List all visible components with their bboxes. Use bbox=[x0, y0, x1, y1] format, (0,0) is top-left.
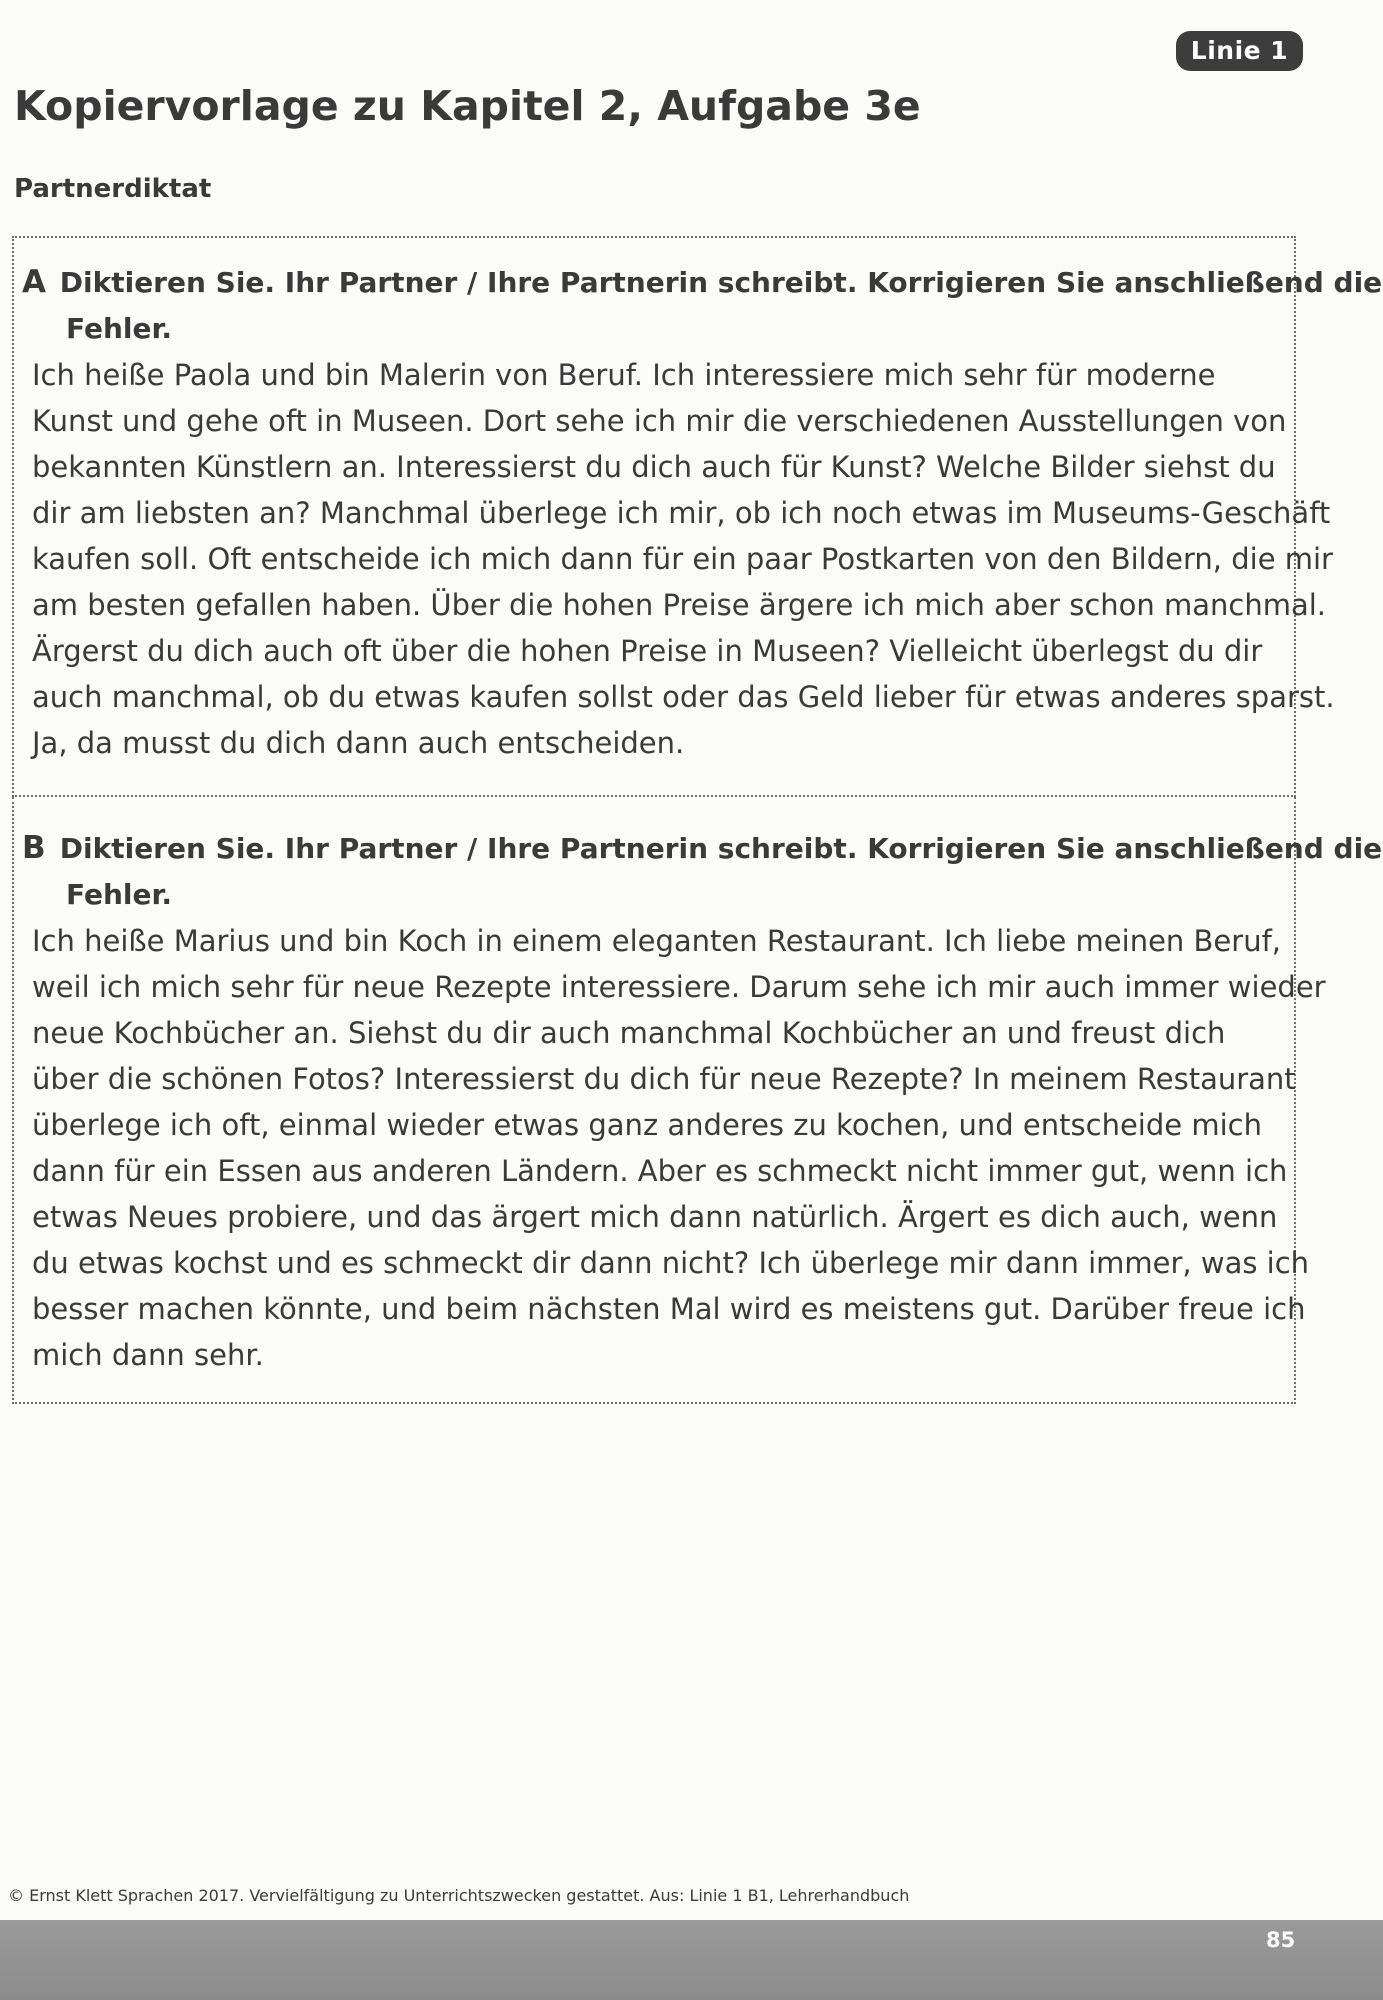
task-b-instruction-line1: Diktieren Sie. Ihr Partner / Ihre Partnerin schreibt. Korrigieren Sie anschließend die bbox=[59, 832, 1383, 865]
section-subtitle: Partnerdiktat bbox=[14, 174, 212, 204]
text-line: Ärgerst du dich auch oft über die hohen Preise in Museen? Vielleicht überlegst du dir bbox=[32, 634, 1263, 668]
copyright-notice: © Ernst Klett Sprachen 2017. Vervielfältigung zu Unterrichtszwecken gestattet. Aus: Linie 1 B1, Lehrerhandbuch bbox=[8, 1886, 910, 1905]
text-line: dann für ein Essen aus anderen Ländern. Aber es schmeckt nicht immer gut, wenn ich bbox=[32, 1154, 1288, 1188]
text-line: weil ich mich sehr für neue Rezepte interessiere. Darum sehe ich mir auch immer wieder bbox=[32, 970, 1326, 1004]
text-line: über die schönen Fotos? Interessierst du dich für neue Rezepte? In meinem Restaurant bbox=[32, 1062, 1296, 1096]
footer-band bbox=[0, 1920, 1383, 2000]
page-title: Kopiervorlage zu Kapitel 2, Aufgabe 3e bbox=[14, 82, 921, 130]
text-line: Ich heiße Paola und bin Malerin von Beruf. Ich interessiere mich sehr für moderne bbox=[32, 358, 1216, 392]
text-line: kaufen soll. Oft entscheide ich mich dann für ein paar Postkarten von den Bildern, die mir bbox=[32, 542, 1333, 576]
task-a-instruction-line2: Fehler. bbox=[66, 312, 172, 345]
text-line: du etwas kochst und es schmeckt dir dann nicht? Ich überlege mir dann immer, was ich bbox=[32, 1246, 1310, 1280]
page-number: 85 bbox=[1266, 1928, 1296, 1952]
series-badge: Linie 1 bbox=[1176, 31, 1303, 71]
text-line: Kunst und gehe oft in Museen. Dort sehe ich mir die verschiedenen Ausstellungen von bbox=[32, 404, 1287, 438]
text-line: dir am liebsten an? Manchmal überlege ich mir, ob ich noch etwas im Museums-Geschäft bbox=[32, 496, 1331, 530]
dictation-text-b bbox=[32, 918, 1326, 1378]
text-line: etwas Neues probiere, und das ärgert mich dann natürlich. Ärgert es dich auch, wenn bbox=[32, 1200, 1278, 1234]
text-line: besser machen könnte, und beim nächsten Mal wird es meistens gut. Darüber freue ich bbox=[32, 1292, 1306, 1326]
text-line: Ja, da musst du dich dann auch entscheiden. bbox=[32, 726, 685, 760]
text-line: auch manchmal, ob du etwas kaufen sollst oder das Geld lieber für etwas anderes sparst. bbox=[32, 680, 1335, 714]
text-line: Ich heiße Marius und bin Koch in einem eleganten Restaurant. Ich liebe meinen Beruf, bbox=[32, 924, 1281, 958]
task-a-letter: A bbox=[22, 264, 46, 300]
text-line: bekannten Künstlern an. Interessierst du dich auch für Kunst? Welche Bilder siehst du bbox=[32, 450, 1276, 484]
text-line: überlege ich oft, einmal wieder etwas ganz anderes zu kochen, und entscheide mich bbox=[32, 1108, 1262, 1142]
dictation-text-a bbox=[32, 352, 1335, 766]
task-b-instruction bbox=[22, 825, 1382, 918]
text-line: mich dann sehr. bbox=[32, 1338, 264, 1372]
text-line: am besten gefallen haben. Über die hohen Preise ärgere ich mich aber schon manchmal. bbox=[32, 588, 1327, 622]
task-a-instruction bbox=[22, 259, 1382, 352]
task-a-instruction-line1: Diktieren Sie. Ihr Partner / Ihre Partnerin schreibt. Korrigieren Sie anschließend die bbox=[59, 266, 1383, 299]
text-line: neue Kochbücher an. Siehst du dir auch manchmal Kochbücher an und freust dich bbox=[32, 1016, 1226, 1050]
task-b-letter: B bbox=[22, 830, 46, 866]
task-b-instruction-line2: Fehler. bbox=[66, 878, 172, 911]
